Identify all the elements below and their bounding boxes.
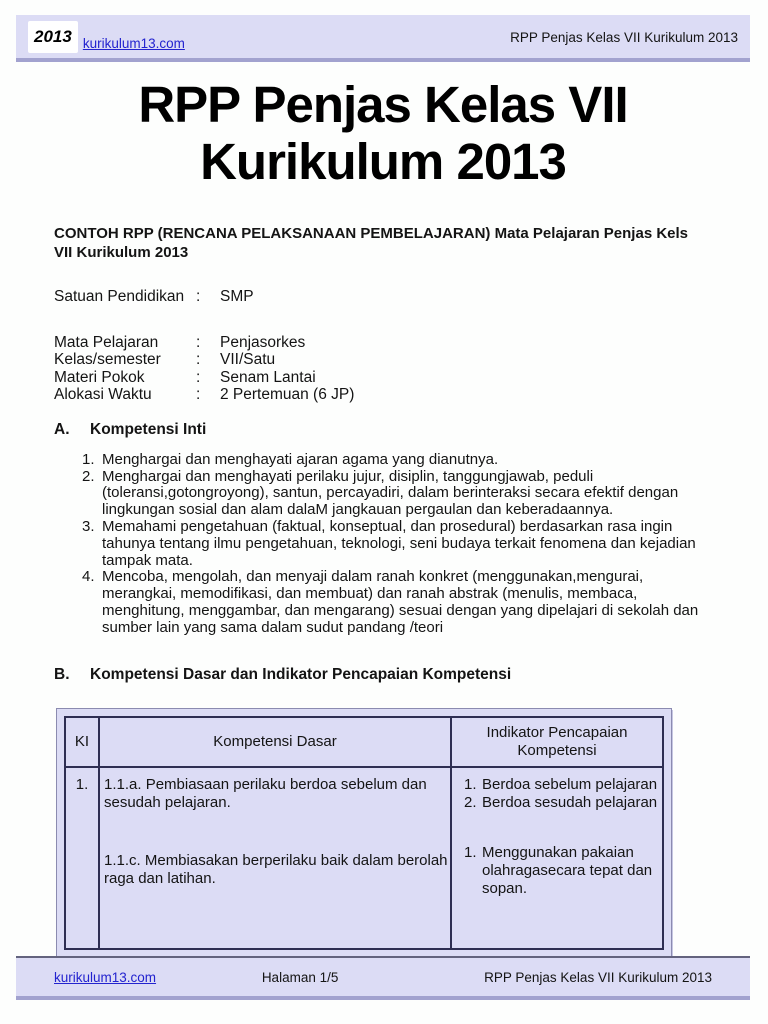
page-number: Halaman 1/5	[261, 969, 339, 985]
header-site-link[interactable]: kurikulum13.com	[82, 36, 185, 51]
page-title: RPP Penjas Kelas VII Kurikulum 2013	[138, 76, 628, 191]
indikator-number: 2.	[464, 794, 477, 812]
document-body	[54, 62, 712, 958]
detail-colon: :	[196, 368, 201, 386]
list-item-number: 4.	[82, 568, 95, 586]
table-header-ki: KI	[65, 717, 99, 767]
section-letter: A.	[54, 420, 70, 438]
footer-bar	[16, 956, 750, 1000]
indikator-text: Menggunakan pakaian olahragasecara tepat dan sopan.	[482, 844, 653, 898]
detail-value: 2 Pertemuan (6 JP)	[220, 386, 355, 404]
kd-paragraph: 1.1.c. Membiasakan berperilaku baik dalam berolah raga dan latihan.	[104, 852, 448, 888]
section-b-heading	[54, 666, 712, 684]
detail-row-kelas-semester	[54, 351, 712, 369]
detail-label: Satuan Pendidikan	[54, 288, 185, 306]
detail-row-satuan-pendidikan	[54, 288, 712, 306]
detail-value: SMP	[220, 288, 254, 306]
detail-colon: :	[196, 288, 201, 306]
detail-label: Materi Pokok	[54, 368, 145, 386]
cell-indikator	[451, 767, 663, 949]
detail-row-alokasi-waktu	[54, 386, 712, 404]
list-item-text: Menghargai dan menghayati ajaran agama yang dianutnya.	[102, 450, 499, 468]
list-item	[82, 519, 712, 569]
cell-kompetensi-dasar	[99, 767, 451, 949]
indikator-item	[464, 844, 662, 898]
list-item-text: Memahami pengetahuan (faktual, konseptual, dan prosedural) berdasarkan rasa ingin tahunya tentang ilmu pengetahuan, teknologi, seni budaya terkait fenomena dan kejadian tampak mata.	[102, 517, 696, 569]
indikator-item	[464, 776, 662, 794]
list-item-number: 1.	[82, 450, 95, 468]
list-item-text: Menghargai dan menghayati perilaku jujur, disiplin, tanggungjawab, peduli (toleransi,gotongroyong), santun, percayadiri, dalam berinteraksi secara efektif dengan lingkungan sosial dan alam dalaM jangkauan pergaulan dan keberadaannya.	[102, 467, 679, 519]
header-bar	[16, 15, 750, 62]
kompetensi-inti-list	[54, 452, 712, 637]
indikator-number: 1.	[464, 776, 477, 794]
kd-paragraph: 1.1.a. Pembiasaan perilaku berdoa sebelum dan sesudah pelajaran.	[104, 776, 427, 812]
detail-value: Penjasorkes	[220, 333, 306, 351]
intro-paragraph: CONTOH RPP (RENCANA PELAKSANAAN PEMBELAJARAN) Mata Pelajaran Penjas Kels VII Kurikulum 2013	[54, 225, 689, 262]
detail-value: VII/Satu	[220, 351, 276, 369]
kd-indikator-table	[64, 716, 664, 950]
detail-value: Senam Lantai	[220, 368, 316, 386]
detail-colon: :	[196, 333, 201, 351]
detail-label: Alokasi Waktu	[54, 386, 152, 404]
list-item	[82, 452, 712, 469]
indikator-text: Berdoa sesudah pelajaran	[482, 794, 658, 812]
section-title: Kompetensi Inti	[90, 420, 207, 438]
table-header-row	[65, 717, 663, 767]
table-row	[65, 767, 663, 949]
detail-row-mata-pelajaran	[54, 334, 712, 352]
detail-colon: :	[196, 386, 201, 404]
kd-table-frame	[56, 708, 672, 958]
list-item	[82, 569, 712, 636]
list-item-text: Mencoba, mengolah, dan menyaji dalam ranah konkret (menggunakan,mengurai, merangkai, memodifikasi, dan membuat) dan ranah abstrak (menulis, membaca, menghitung, menggambar, dan mengarang) sesuai dengan yang dipelajari di sekolah dan sumber lain yang sama dalam sudut pandang /teori	[102, 568, 699, 636]
detail-label: Kelas/semester	[54, 351, 161, 369]
list-item-number: 3.	[82, 517, 95, 535]
detail-block	[54, 334, 712, 404]
section-a-heading	[54, 421, 712, 439]
detail-row-materi-pokok	[54, 369, 712, 387]
detail-colon: :	[196, 351, 201, 369]
kurikulum-2013-logo: 2013	[28, 21, 78, 53]
footer-doc-title: RPP Penjas Kelas VII Kurikulum 2013	[484, 969, 712, 985]
table-header-indikator: Indikator Pencapaian Kompetensi	[451, 717, 663, 767]
section-title: Kompetensi Dasar dan Indikator Pencapaian Kompetensi	[90, 666, 512, 684]
list-item	[82, 469, 712, 519]
header-doc-title: RPP Penjas Kelas VII Kurikulum 2013	[510, 30, 738, 45]
indikator-text: Berdoa sebelum pelajaran	[482, 776, 658, 794]
footer-site-link[interactable]: kurikulum13.com	[54, 969, 157, 985]
detail-label: Mata Pelajaran	[54, 333, 159, 351]
section-letter: B.	[54, 666, 70, 684]
cell-ki: 1.	[65, 767, 99, 949]
table-header-kompetensi-dasar: Kompetensi Dasar	[99, 717, 451, 767]
indikator-number: 1.	[464, 844, 477, 862]
indikator-item	[464, 794, 662, 812]
list-item-number: 2.	[82, 467, 95, 485]
